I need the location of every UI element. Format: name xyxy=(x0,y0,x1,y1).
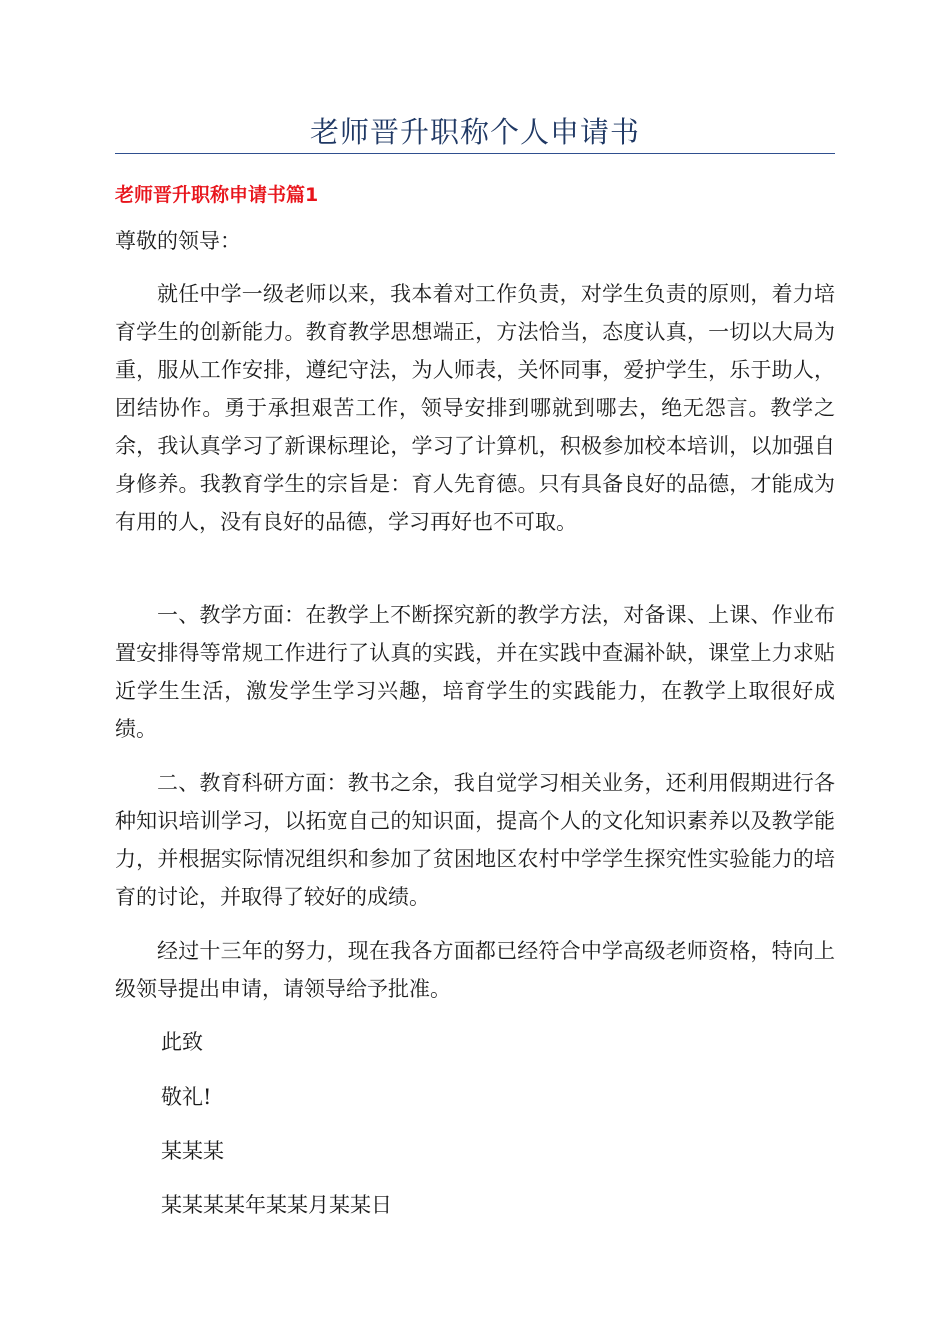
signature: 某某某 xyxy=(161,1139,224,1163)
body-paragraph-teaching: 一、教学方面：在教学上不断探究新的教学方法，对备课、上课、作业布置安排得等常规工作进行了认真的实践，并在实践中查漏补缺，课堂上力求贴近学生生活，激发学生学习兴趣，培育学生的实践能力，在教学上取很好成绩。 xyxy=(115,603,835,741)
date-line: 某某某某年某某月某某日 xyxy=(161,1193,392,1217)
document-title: 老师晋升职称个人申请书 xyxy=(309,115,640,149)
body-paragraph-1: 就任中学一级老师以来，我本着对工作负责，对学生负责的原则，着力培育学生的创新能力。教育教学思想端正，方法恰当，态度认真，一切以大局为重，服从工作安排，遵纪守法，为人师表，关怀同事，爱护学生，乐于助人，团结协作。勇于承担艰苦工作，领导安排到哪就到哪去，绝无怨言。教学之余，我认真学习了新课标理论，学习了计算机，积极参加校本培训，以加强自身修养。我教育学生的宗旨是：育人先育德。只有具备良好的品德，才能成为有用的人，没有良好的品德，学习再好也不可取。 xyxy=(115,282,835,534)
section-heading: 老师晋升职称申请书篇1 xyxy=(115,184,319,206)
closing-line-1: 此致 xyxy=(161,1030,203,1054)
title-divider xyxy=(115,153,835,154)
body-paragraph-request: 经过十三年的努力，现在我各方面都已经符合中学高级老师资格，特向上级领导提出申请，请领导给予批准。 xyxy=(115,939,835,1001)
closing-line-2: 敬礼! xyxy=(161,1085,212,1109)
body-paragraph-research: 二、教育科研方面：教书之余，我自觉学习相关业务，还利用假期进行各种知识培训学习，以拓宽自己的知识面，提高个人的文化知识素养以及教学能力，并根据实际情况组织和参加了贫困地区农村中学学生探究性实验能力的培育的讨论，并取得了较好的成绩。 xyxy=(115,771,835,909)
salutation: 尊敬的领导： xyxy=(115,229,241,253)
